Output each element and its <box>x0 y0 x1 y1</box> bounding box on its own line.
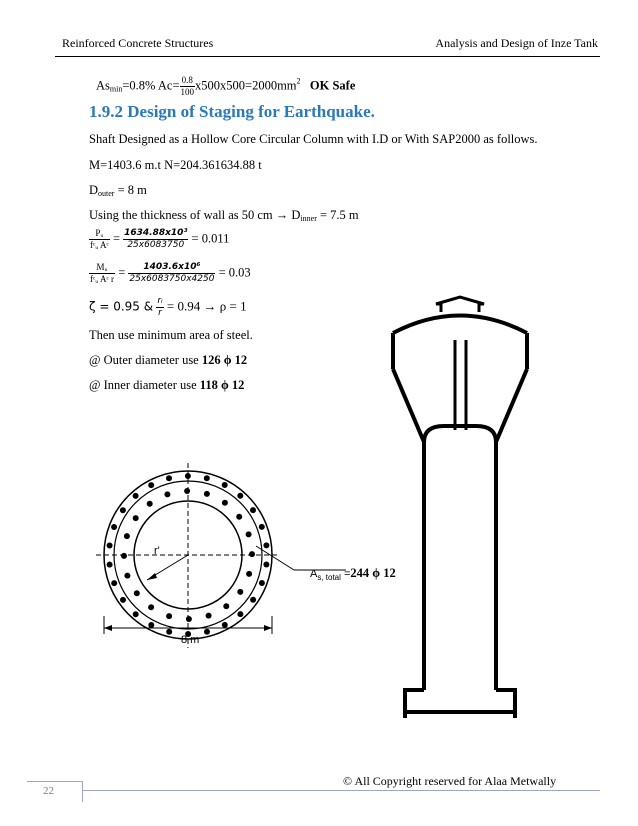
inner-bold: 118 ϕ 12 <box>199 378 245 392</box>
asmin-sub: min <box>109 84 123 94</box>
eq2-result: = 0.03 <box>218 265 251 280</box>
rebar-dot <box>148 482 154 488</box>
cone-left <box>393 369 424 442</box>
asmin-frac-den: 100 <box>180 87 195 97</box>
rebar-dot <box>134 590 140 596</box>
eq3-zeta: ζ = 0.95 & <box>89 299 154 314</box>
rebar-dot <box>186 616 192 622</box>
as-total-label <box>310 566 396 582</box>
rebar-dot <box>133 611 139 617</box>
rebar-dot <box>166 475 172 481</box>
asmin-eq: =0.8% Ac= <box>122 78 180 93</box>
rebar-dot <box>222 622 228 628</box>
rebar-dot <box>237 493 243 499</box>
asmin-ok: OK Safe <box>309 78 356 93</box>
tank-elevation <box>393 297 527 718</box>
eq2-lhs-num: Mᵤ <box>89 262 115 274</box>
radius-arrowhead <box>147 573 157 580</box>
rebar-dot <box>121 553 127 559</box>
rebar-dot <box>250 507 256 513</box>
shaft-cross-section <box>96 463 346 648</box>
eq3-frac-den: r <box>158 308 162 318</box>
eq1-lhs-den: fᶜᵤ Aᶜ <box>90 240 109 250</box>
header-left: Reinforced Concrete Structures <box>62 36 214 50</box>
rebar-dot <box>263 562 269 568</box>
asmin-prefix: As <box>96 78 110 93</box>
rebar-dot <box>124 533 130 539</box>
rebar-dot <box>133 515 139 521</box>
rebar-dot <box>206 613 212 619</box>
rebar-dot <box>237 589 243 595</box>
eq2-rhs-num: 1403.6x10⁶ <box>128 262 215 274</box>
as-sub: s, total <box>317 573 341 582</box>
eq3-frac-num: rᵢ <box>157 296 163 306</box>
eq2-rhs-den: 25x6083750x4250 <box>129 274 215 284</box>
rebar-dot <box>120 507 126 513</box>
page-number-box <box>27 781 83 802</box>
rebar-dot <box>185 473 191 479</box>
rebar-dot <box>246 531 252 537</box>
footing <box>405 690 515 712</box>
dimension-label: 8 m <box>181 634 200 646</box>
rebar-dot <box>148 604 154 610</box>
as-label: A <box>310 568 318 580</box>
rebar-dot <box>222 482 228 488</box>
rebar-dot <box>223 603 229 609</box>
asmin-rest: x500x500=2000mm <box>195 78 297 93</box>
thick-post: = 7.5 m <box>316 208 359 222</box>
page-number: 22 <box>43 785 54 797</box>
rebar-dot <box>111 524 117 530</box>
asmin-frac-num: 0.8 <box>180 75 196 87</box>
thick-sub: inner <box>300 214 317 223</box>
eq2-lhs-den: fᶜᵤ Aᶜ r <box>90 274 115 284</box>
eq3-rest: = 0.94 → ρ = 1 <box>166 298 247 314</box>
rebar-dot <box>120 597 126 603</box>
as-value: 244 ϕ 12 <box>350 566 396 580</box>
rebar-dot <box>246 571 252 577</box>
eq1-result: = 0.011 <box>191 231 230 246</box>
shaft-line: Shaft Designed as a Hollow Core Circular Column with I.D or With SAP2000 as follows. <box>89 132 538 146</box>
copyright: © All Copyright reserved for Alaa Metwally <box>343 774 557 788</box>
rebar-dot <box>133 493 139 499</box>
rebar-dot <box>164 491 170 497</box>
rebar-dot <box>204 629 210 635</box>
rebar-dot <box>259 580 265 586</box>
rebar-dot <box>249 551 255 557</box>
rebar-dot <box>107 543 113 549</box>
inner-text: @ Inner diameter use <box>89 378 200 392</box>
dim-arrow-right <box>264 625 272 631</box>
rebar-dot <box>147 501 153 507</box>
outer-bold: 126 ϕ 12 <box>201 353 248 367</box>
asmin-sup: 2 <box>296 76 301 86</box>
rebar-dot <box>263 542 269 548</box>
rebar-dot <box>107 562 113 568</box>
inner-dome <box>424 426 496 442</box>
thick-pre: Using the thickness of wall as 50 cm → D <box>89 208 301 222</box>
section-heading: 1.9.2 Design of Staging for Earthquake. <box>89 102 375 121</box>
d-outer-sub: outer <box>98 189 115 198</box>
eq1-rhs-num: 1634.88x10³ <box>124 228 188 238</box>
dim-arrow-left <box>104 625 112 631</box>
rebar-dot <box>237 611 243 617</box>
eq1-equals: = <box>112 231 120 246</box>
rebar-dot <box>148 622 154 628</box>
rebar-dot <box>204 475 210 481</box>
rebar-dot <box>184 488 190 494</box>
rebar-dot <box>111 580 117 586</box>
footer-rule <box>83 790 600 791</box>
min-steel-line: Then use minimum area of steel. <box>89 328 253 342</box>
rebar-dot <box>236 514 242 520</box>
cone-right <box>496 369 527 442</box>
rebar-dot <box>250 597 256 603</box>
rebar-dot <box>204 491 210 497</box>
header-right: Analysis and Design of Inze Tank <box>435 36 598 50</box>
eq2-equals: = <box>118 265 126 280</box>
rebar-dot <box>166 613 172 619</box>
d-outer-post: = 8 m <box>114 183 147 197</box>
roof <box>393 316 527 334</box>
eq1-rhs-den: 25x6083750 <box>127 240 185 250</box>
roof-cap <box>436 297 484 312</box>
rebar-dot <box>222 500 228 506</box>
radius-label: r' <box>154 545 160 557</box>
d-outer-pre: D <box>89 183 99 197</box>
rebar-dot <box>124 573 130 579</box>
rebar-dot <box>166 629 172 635</box>
mn-line: M=1403.6 m.t N=204.361634.88 t <box>89 158 262 172</box>
rebar-dot <box>259 524 265 530</box>
outer-text: @ Outer diameter use <box>89 353 202 367</box>
eq1-lhs-num: Pᵤ <box>89 228 110 240</box>
as-eq: = <box>340 568 351 580</box>
